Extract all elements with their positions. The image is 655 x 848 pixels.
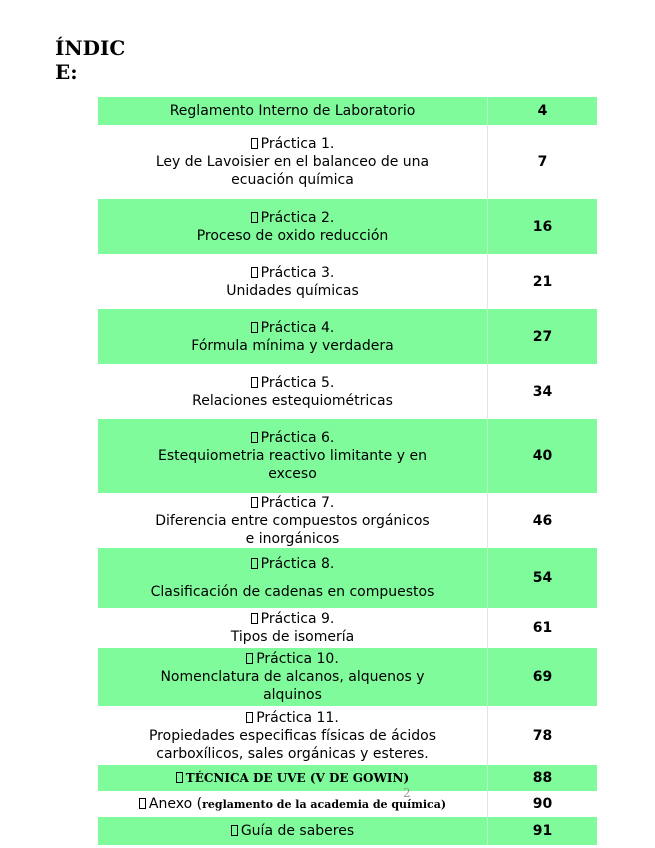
missing-glyph-icon — [251, 558, 258, 569]
toc-entry-title — [98, 548, 488, 608]
missing-glyph-icon — [246, 653, 253, 664]
toc-entry-line: Relaciones estequiométricas — [192, 392, 393, 409]
toc-row — [98, 125, 597, 199]
missing-glyph-icon — [176, 772, 183, 783]
toc-row — [98, 817, 597, 845]
toc-row — [98, 97, 597, 125]
toc-entry-line: Estequiometria reactivo limitante y en — [158, 448, 427, 464]
toc-entry-title — [98, 608, 488, 648]
page-number: 2 — [403, 786, 411, 800]
toc-entry-title — [98, 125, 488, 199]
toc-entry-line: Reglamento Interno de Laboratorio — [169, 103, 416, 119]
toc-entry-line: e inorgánicos — [245, 530, 340, 547]
toc-entry-line: Nomenclatura de alcanos, alquenos y — [160, 669, 425, 685]
toc-entry-prefix: Práctica 4. — [251, 319, 335, 337]
toc-entry-title — [98, 419, 488, 493]
toc-row — [98, 791, 597, 817]
missing-glyph-icon — [251, 497, 258, 508]
missing-glyph-icon — [139, 798, 146, 809]
toc-entry-title — [98, 493, 488, 548]
toc-entry-line: alquinos — [263, 687, 322, 703]
toc-entry-title — [98, 364, 488, 419]
toc-row — [98, 493, 597, 548]
toc-row — [98, 706, 597, 765]
missing-glyph-icon — [251, 432, 258, 443]
page-title-overflow: E: — [55, 60, 78, 84]
toc-entry-title — [98, 706, 488, 765]
toc-entry-page: 54 — [532, 570, 553, 586]
toc-entry-page: 90 — [532, 796, 553, 812]
toc-entry-line: Unidades químicas — [226, 282, 359, 299]
toc-entry-title — [98, 97, 488, 125]
toc-entry-prefix: Práctica 10. — [246, 650, 339, 668]
missing-glyph-icon — [251, 613, 258, 624]
toc-entry-line: Ley de Lavoisier en el balanceo de una — [155, 154, 430, 170]
toc-entry-line: Fórmula mínima y verdadera — [191, 337, 394, 354]
missing-glyph-icon — [231, 825, 238, 836]
toc-row — [98, 254, 597, 309]
toc-row — [98, 608, 597, 648]
toc-entry-title — [98, 309, 488, 364]
toc-entry-prefix: TÉCNICA DE UVE (V DE GOWIN) — [176, 769, 409, 787]
missing-glyph-icon — [251, 377, 258, 388]
missing-glyph-icon — [251, 138, 258, 149]
toc-entry-prefix: Práctica 2. — [251, 209, 335, 227]
toc-row — [98, 419, 597, 493]
toc-entry-line: carboxílicos, sales orgánicas y esteres. — [156, 745, 429, 762]
toc-entry-line: Tipos de isomería — [230, 629, 355, 645]
toc-entry-page: 21 — [532, 273, 553, 290]
toc-entry-page: 40 — [532, 448, 553, 464]
page-title: ÍNDIC — [55, 36, 126, 60]
toc-entry-prefix: Práctica 11. — [246, 709, 339, 727]
toc-entry-prefix: Práctica 1. — [251, 135, 335, 153]
toc-entry-page: 7 — [537, 154, 548, 170]
toc-entry-page: 78 — [532, 727, 553, 744]
missing-glyph-icon — [251, 212, 258, 223]
missing-glyph-icon — [251, 322, 258, 333]
toc-entry-line: Diferencia entre compuestos orgánicos — [155, 512, 430, 529]
toc-entry-title — [98, 254, 488, 309]
toc-row — [98, 548, 597, 608]
toc-entry-line: ecuación química — [231, 172, 354, 188]
toc-entry-page: 69 — [532, 669, 553, 685]
toc-row — [98, 309, 597, 364]
toc-row — [98, 199, 597, 254]
toc-entry-page: 27 — [532, 328, 553, 345]
toc-entry-prefix: Práctica 9. — [251, 610, 335, 628]
toc-entry-title — [98, 648, 488, 706]
missing-glyph-icon — [251, 267, 258, 278]
toc-entry-prefix: Guía de saberes — [231, 822, 354, 840]
toc-row — [98, 765, 597, 791]
toc-row — [98, 364, 597, 419]
toc-entry-line: Proceso de oxido reducción — [196, 227, 389, 244]
toc-entry-title — [98, 199, 488, 254]
toc-entry-line: exceso — [268, 466, 317, 482]
toc-entry-page: 16 — [532, 218, 553, 235]
toc-entry-prefix: Práctica 3. — [251, 264, 335, 282]
toc-entry-prefix: Práctica 8. — [251, 555, 335, 573]
toc-entry-page: 88 — [532, 770, 553, 786]
toc-entry-page: 34 — [532, 383, 553, 400]
toc-entry-page: 46 — [532, 512, 553, 529]
toc-entry-anexo: Anexo (reglamento de la academia de química) — [139, 795, 446, 814]
toc-entry-title — [98, 765, 488, 791]
toc-entry-page: 91 — [532, 823, 553, 839]
toc-entry-title — [98, 791, 488, 817]
toc-entry-prefix: Práctica 6. — [251, 429, 335, 447]
toc-row — [98, 648, 597, 706]
toc-entry-title — [98, 817, 488, 845]
toc-entry-line: Clasificación de cadenas en compuestos — [150, 584, 435, 600]
toc-entry-prefix: Práctica 7. — [251, 494, 335, 512]
toc-entry-prefix: Práctica 5. — [251, 374, 335, 392]
missing-glyph-icon — [246, 712, 253, 723]
toc-entry-line: Propiedades especificas físicas de ácidos — [148, 727, 437, 744]
toc-entry-page: 4 — [537, 103, 548, 119]
toc-entry-page: 61 — [532, 620, 553, 636]
